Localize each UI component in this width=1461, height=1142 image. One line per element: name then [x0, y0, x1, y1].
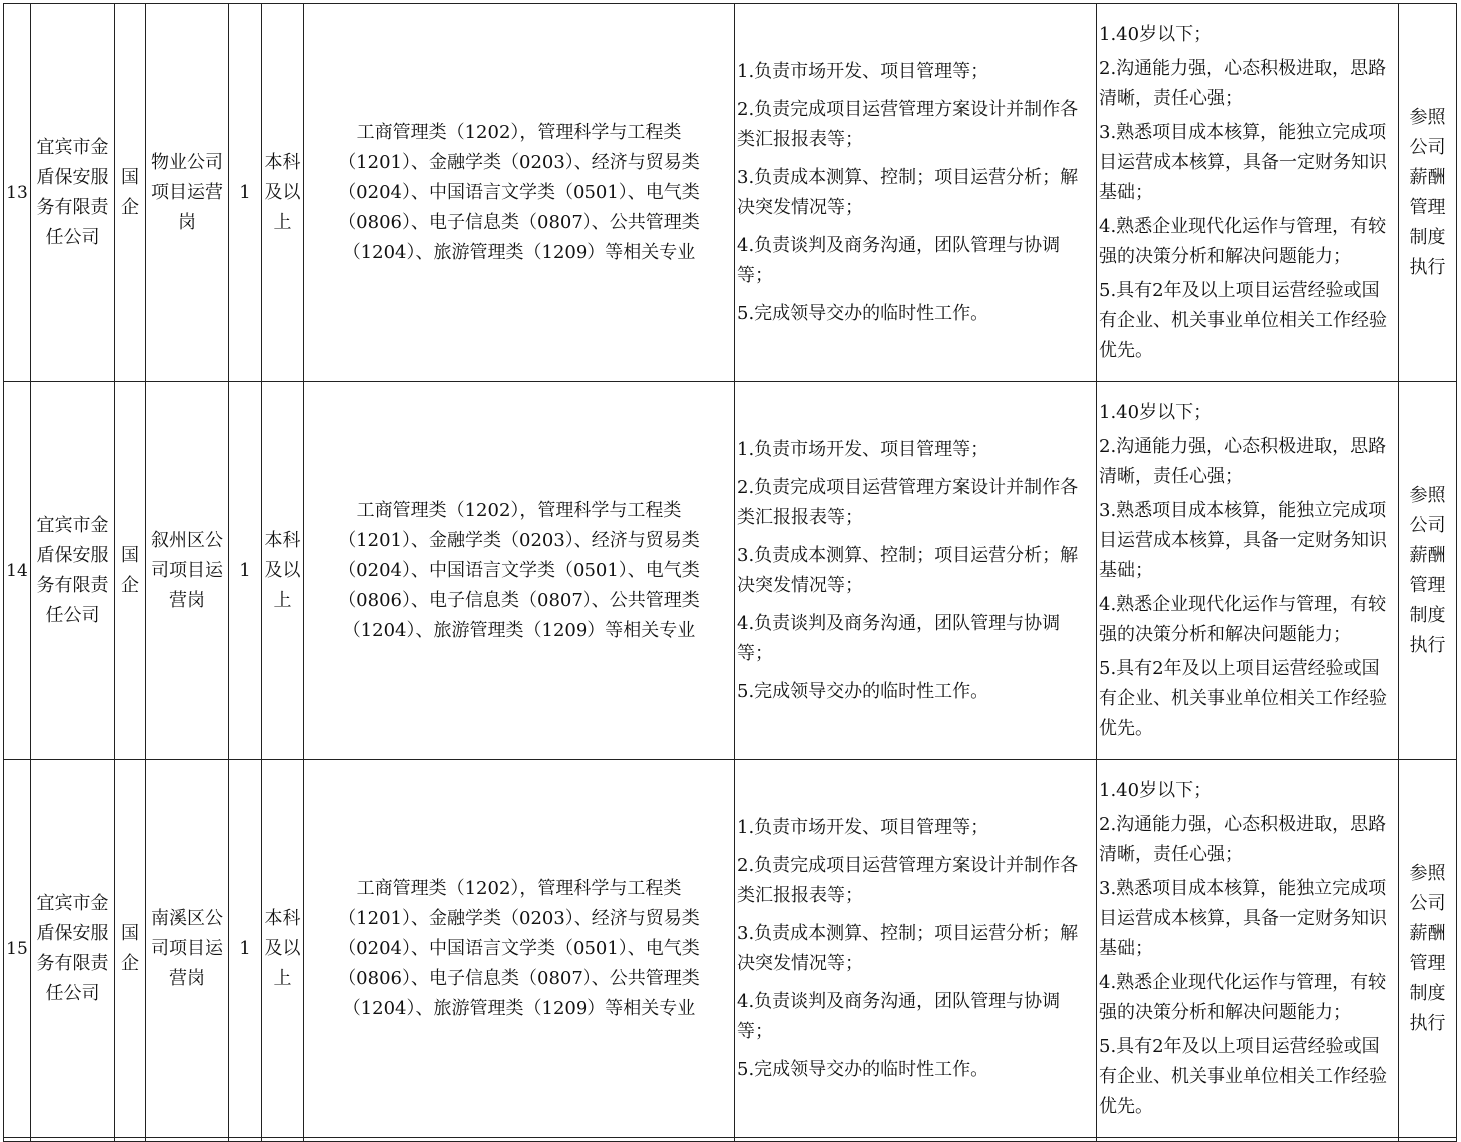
duty-item: 1.负责市场开发、项目管理等； [737, 438, 989, 460]
job-duties [735, 382, 1097, 760]
requirement-item: 1.40岁以下； [1099, 23, 1212, 45]
duty-item: 2.负责完成项目运营管理方案设计并制作各类汇报报表等； [737, 98, 1079, 150]
requirement-item: 4.熟悉企业现代化运作与管理，有较强的决策分析和解决问题能力； [1099, 215, 1387, 267]
major-requirements: 工商管理类（1202），管理科学与工程类（1201）、金融学类（0203）、经济与贸易类（0204）、中国语言文学类（0501）、电气类（0806）、电子信息类（0807）、公共管理类（1204）、旅游管理类（1209）等相关专业 [304, 382, 735, 760]
salary-note: 参照公司薪酬管理制度执行 [1399, 382, 1457, 760]
position-name: 叙州区公司项目运营岗 [146, 382, 229, 760]
duty-item: 3.负责成本测算、控制；项目运营分析；解决突发情况等； [737, 544, 1079, 596]
enterprise-nature: 国企 [115, 4, 146, 382]
other-requirements [1097, 382, 1399, 760]
employer-name: 宜宾市金盾保安服务有限责任公司 [31, 382, 115, 760]
duty-item: 5.完成领导交办的临时性工作。 [737, 1058, 989, 1080]
duty-item: 2.负责完成项目运营管理方案设计并制作各类汇报报表等； [737, 476, 1079, 528]
requirement-item: 4.熟悉企业现代化运作与管理，有较强的决策分析和解决问题能力； [1099, 593, 1387, 645]
education-requirement: 本科及以上 [262, 4, 304, 382]
requirement-item: 5.具有2年及以上项目运营经验或国有企业、机关事业单位相关工作经验优先。 [1099, 1035, 1387, 1117]
job-duties [735, 760, 1097, 1138]
salary-note: 参照公司薪酬管理制度执行 [1399, 4, 1457, 382]
education-requirement: 本科及以上 [262, 760, 304, 1138]
employer-name: 宜宾市金盾保安服务有限责任公司 [31, 760, 115, 1138]
duty-item: 1.负责市场开发、项目管理等； [737, 816, 989, 838]
major-requirements: 工商管理类（1202），管理科学与工程类（1201）、金融学类（0203）、经济与贸易类（0204）、中国语言文学类（0501）、电气类（0806）、电子信息类（0807）、公共管理类（1204）、旅游管理类（1209）等相关专业 [304, 760, 735, 1138]
row-number: 14 [4, 382, 31, 760]
table-row [4, 382, 1457, 760]
requirement-item: 1.40岁以下； [1099, 779, 1212, 801]
other-requirements [1097, 760, 1399, 1138]
hiring-count: 1 [229, 760, 262, 1138]
requirement-item: 2.沟通能力强，心态积极进取，思路清晰，责任心强； [1099, 435, 1387, 487]
duty-item: 1.负责市场开发、项目管理等； [737, 60, 989, 82]
requirement-item: 3.熟悉项目成本核算，能独立完成项目运营成本核算，具备一定财务知识基础； [1099, 499, 1387, 581]
hiring-count: 1 [229, 382, 262, 760]
hiring-count: 1 [229, 4, 262, 382]
enterprise-nature: 国企 [115, 760, 146, 1138]
requirement-item: 3.熟悉项目成本核算，能独立完成项目运营成本核算，具备一定财务知识基础； [1099, 121, 1387, 203]
requirement-item: 2.沟通能力强，心态积极进取，思路清晰，责任心强； [1099, 57, 1387, 109]
education-requirement: 本科及以上 [262, 382, 304, 760]
recruitment-table [3, 3, 1457, 1142]
duty-item: 2.负责完成项目运营管理方案设计并制作各类汇报报表等； [737, 854, 1079, 906]
requirement-item: 3.熟悉项目成本核算，能独立完成项目运营成本核算，具备一定财务知识基础； [1099, 877, 1387, 959]
duty-item: 4.负责谈判及商务沟通，团队管理与协调等； [737, 990, 1061, 1042]
requirement-item: 5.具有2年及以上项目运营经验或国有企业、机关事业单位相关工作经验优先。 [1099, 279, 1387, 361]
duty-item: 5.完成领导交办的临时性工作。 [737, 680, 989, 702]
duty-item: 3.负责成本测算、控制；项目运营分析；解决突发情况等； [737, 922, 1079, 974]
duty-item: 4.负责谈判及商务沟通，团队管理与协调等； [737, 612, 1061, 664]
requirement-item: 2.沟通能力强，心态积极进取，思路清晰，责任心强； [1099, 813, 1387, 865]
job-duties [735, 4, 1097, 382]
position-name: 南溪区公司项目运营岗 [146, 760, 229, 1138]
employer-name: 宜宾市金盾保安服务有限责任公司 [31, 4, 115, 382]
row-number: 13 [4, 4, 31, 382]
table-row [4, 760, 1457, 1138]
salary-note: 参照公司薪酬管理制度执行 [1399, 760, 1457, 1138]
requirement-item: 5.具有2年及以上项目运营经验或国有企业、机关事业单位相关工作经验优先。 [1099, 657, 1387, 739]
duty-item: 3.负责成本测算、控制；项目运营分析；解决突发情况等； [737, 166, 1079, 218]
position-name: 物业公司项目运营岗 [146, 4, 229, 382]
table-row [4, 4, 1457, 382]
enterprise-nature: 国企 [115, 382, 146, 760]
other-requirements [1097, 4, 1399, 382]
duty-item: 4.负责谈判及商务沟通，团队管理与协调等； [737, 234, 1061, 286]
requirement-item: 1.40岁以下； [1099, 401, 1212, 423]
requirement-item: 4.熟悉企业现代化运作与管理，有较强的决策分析和解决问题能力； [1099, 971, 1387, 1023]
duty-item: 5.完成领导交办的临时性工作。 [737, 302, 989, 324]
row-number: 15 [4, 760, 31, 1138]
major-requirements: 工商管理类（1202），管理科学与工程类（1201）、金融学类（0203）、经济与贸易类（0204）、中国语言文学类（0501）、电气类（0806）、电子信息类（0807）、公共管理类（1204）、旅游管理类（1209）等相关专业 [304, 4, 735, 382]
